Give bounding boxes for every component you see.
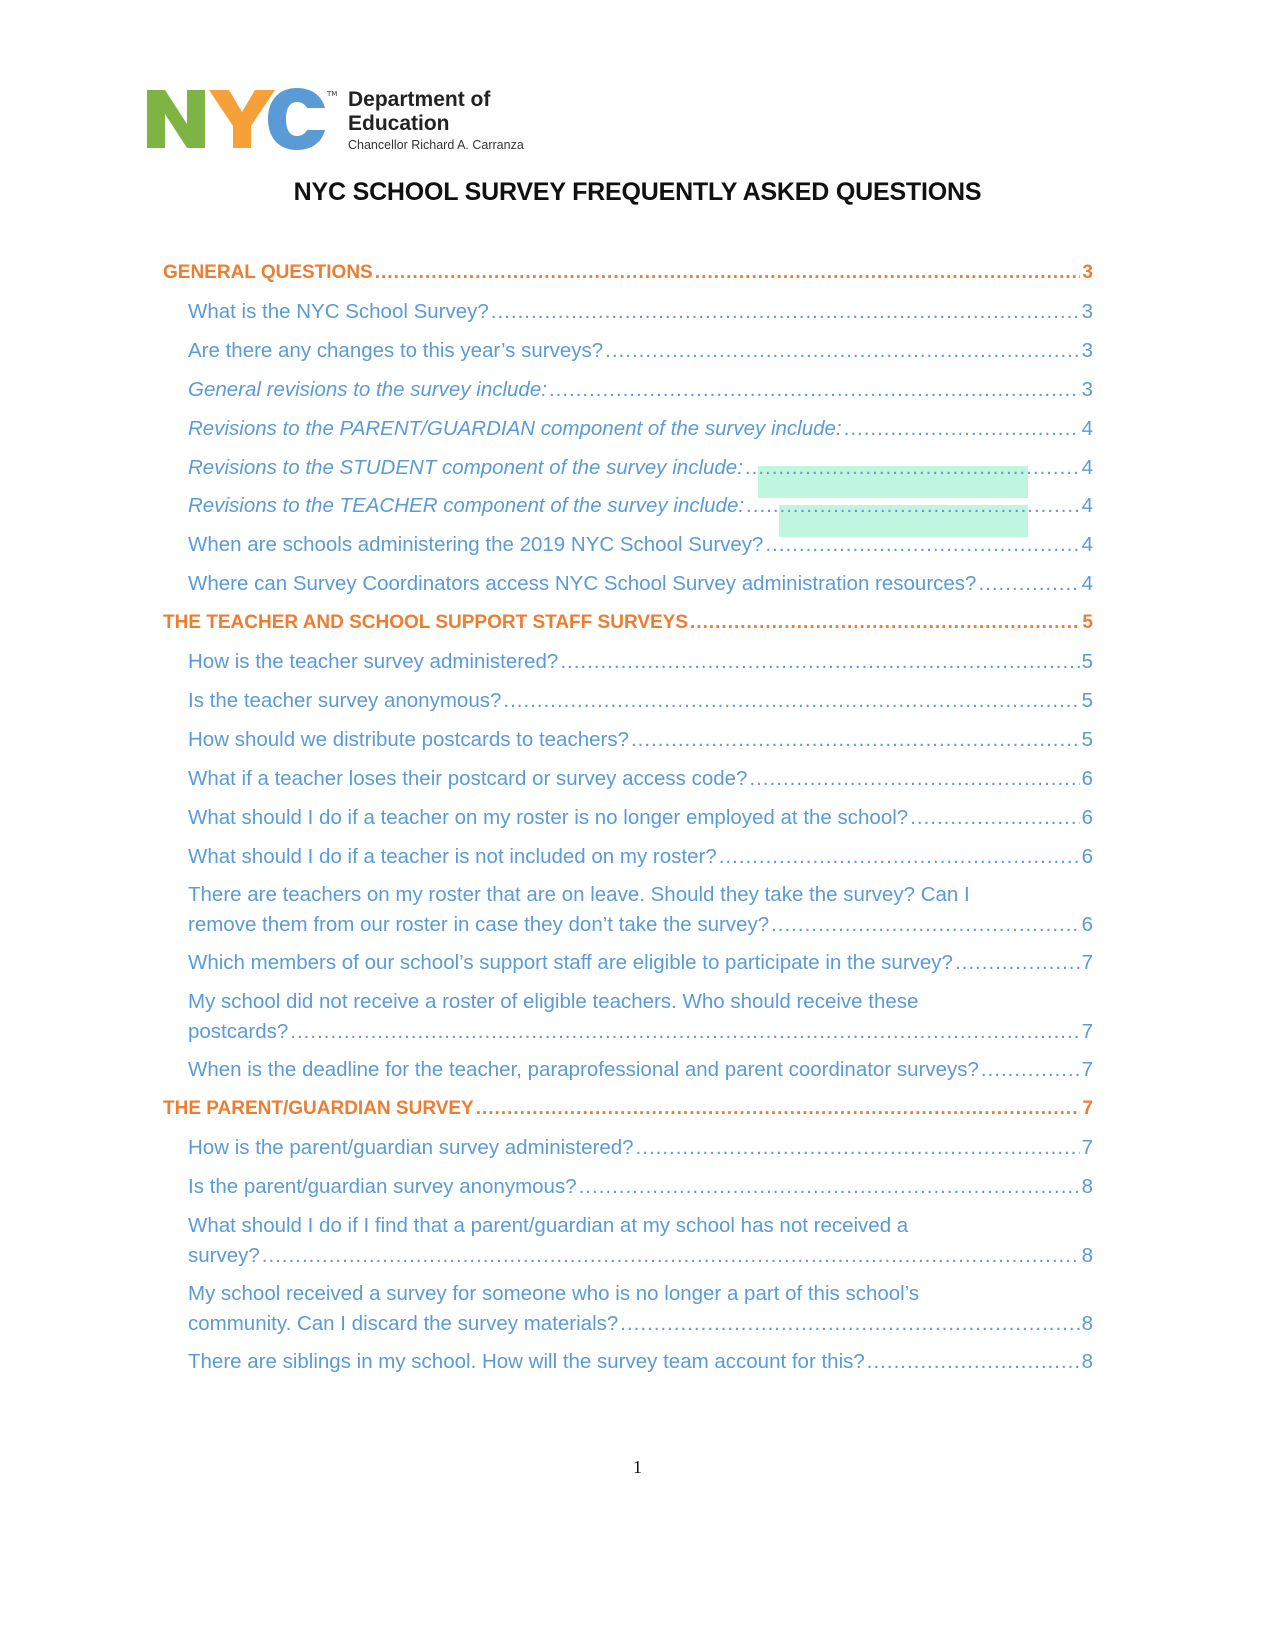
toc-page-number: 3 xyxy=(1081,377,1093,401)
toc-page-number: 4 xyxy=(1081,455,1093,479)
toc-entry-text: Is the teacher survey anonymous? xyxy=(188,688,502,712)
toc-entry[interactable] xyxy=(163,1055,1093,1085)
document-title: NYC SCHOOL SURVEY FREQUENTLY ASKED QUESTIONS xyxy=(293,178,982,206)
toc-entry[interactable] xyxy=(163,803,1093,833)
toc-entry[interactable] xyxy=(163,491,1093,521)
toc-heading[interactable] xyxy=(163,608,1093,638)
toc-page-number: 7 xyxy=(1081,951,1093,975)
toc-page-number: 6 xyxy=(1081,766,1093,790)
toc-page-number: 3 xyxy=(1082,262,1093,283)
toc-entry[interactable] xyxy=(163,948,1093,978)
leader-dots xyxy=(605,336,1079,366)
toc-entry-text-line1: My school received a survey for someone who is no longer a part of this school’s xyxy=(188,1281,920,1305)
leader-dots xyxy=(749,764,1079,794)
toc-entry-text: There are siblings in my school. How will the survey team account for this? xyxy=(188,1349,865,1373)
toc-entry-text: THE PARENT/GUARDIAN SURVEY xyxy=(163,1098,474,1119)
toc-entry-text: How should we distribute postcards to teachers? xyxy=(188,727,629,751)
toc-page-number: 3 xyxy=(1081,299,1093,323)
toc-page-number: 8 xyxy=(1081,1311,1093,1335)
leader-dots xyxy=(549,375,1080,405)
toc-page-number: 8 xyxy=(1081,1174,1093,1198)
toc-entry-text-line1: My school did not receive a roster of eligible teachers. Who should receive these xyxy=(188,990,919,1014)
toc-page-number: 8 xyxy=(1081,1243,1093,1267)
toc-entry[interactable] xyxy=(163,414,1093,444)
leader-dots xyxy=(476,1094,1081,1124)
toc-page-number: 7 xyxy=(1082,1098,1093,1119)
toc-entry-text: survey? xyxy=(188,1243,260,1267)
nyc-logo-mark xyxy=(147,86,342,152)
svg-text:TM: TM xyxy=(327,90,338,98)
toc-page-number: 8 xyxy=(1081,1349,1093,1373)
toc-entry[interactable] xyxy=(163,880,1093,940)
toc-entry-text: Revisions to the PARENT/GUARDIAN component of the survey include: xyxy=(188,416,842,440)
toc-entry[interactable] xyxy=(163,764,1093,794)
toc-entry-text: THE TEACHER AND SCHOOL SUPPORT STAFF SURVEYS xyxy=(163,612,689,634)
toc-entry-text: postcards? xyxy=(188,1020,289,1044)
toc-entry[interactable] xyxy=(163,336,1093,366)
leader-dots xyxy=(910,803,1079,833)
toc-entry-text: How is the parent/guardian survey administered? xyxy=(188,1135,634,1159)
leader-dots xyxy=(375,258,1081,288)
toc-page-number: 5 xyxy=(1081,688,1093,712)
leader-dots xyxy=(978,569,1079,599)
leader-dots xyxy=(636,1133,1080,1163)
toc-entry-text: remove them from our roster in case they don’t take the survey? xyxy=(188,913,770,937)
toc-entry[interactable] xyxy=(163,530,1093,560)
toc-entry-text: What should I do if a teacher is not included on my roster? xyxy=(188,844,717,868)
toc-page-number: 6 xyxy=(1081,805,1093,829)
leader-dots xyxy=(981,1055,1080,1085)
toc-entry[interactable] xyxy=(163,1172,1093,1202)
leader-dots xyxy=(690,608,1080,638)
toc-entry[interactable] xyxy=(163,1133,1093,1163)
leader-dots xyxy=(503,686,1079,716)
leader-dots xyxy=(719,842,1080,872)
toc-page-number: 5 xyxy=(1081,650,1093,673)
page-number: 1 xyxy=(633,1457,642,1477)
leader-dots xyxy=(867,1347,1080,1377)
toc-entry[interactable] xyxy=(163,686,1093,716)
toc-entry-text: Revisions to the STUDENT component of the survey include: xyxy=(188,455,743,479)
toc-page-number: 3 xyxy=(1081,338,1093,362)
toc-entry-text: Which members of our school’s support staff are eligible to participate in the survey? xyxy=(188,951,953,975)
toc-entry-text: When is the deadline for the teacher, paraprofessional and parent coordinator surveys? xyxy=(188,1058,979,1082)
toc-page-number: 4 xyxy=(1081,572,1093,596)
toc-heading[interactable] xyxy=(163,1094,1093,1124)
toc-entry[interactable] xyxy=(163,842,1093,872)
toc-entry[interactable] xyxy=(163,987,1093,1047)
toc-page-number: 6 xyxy=(1081,844,1093,868)
leader-dots xyxy=(844,414,1080,444)
toc-entry[interactable] xyxy=(163,569,1093,599)
toc-page-number: 4 xyxy=(1081,416,1093,440)
toc-entry-text: What should I do if a teacher on my roster is no longer employed at the school? xyxy=(188,805,909,829)
leader-dots xyxy=(765,530,1079,560)
toc-entry[interactable] xyxy=(163,453,1093,483)
toc-entry-text: community. Can I discard the survey materials? xyxy=(188,1311,619,1335)
toc-entry-text: When are schools administering the 2019 NYC School Survey? xyxy=(188,533,764,557)
toc-entry-text: Is the parent/guardian survey anonymous? xyxy=(188,1174,577,1198)
toc-entry-text: What is the NYC School Survey? xyxy=(188,299,489,323)
leader-dots xyxy=(631,725,1080,755)
toc-page-number: 5 xyxy=(1082,612,1093,634)
toc-entry-text: Are there any changes to this year’s surveys? xyxy=(188,338,604,362)
toc-page-number: 6 xyxy=(1081,913,1093,937)
leader-dots xyxy=(745,453,1080,483)
leader-dots xyxy=(262,1241,1080,1271)
toc-entry-text: Revisions to the TEACHER component of the survey include: xyxy=(188,494,745,518)
leader-dots xyxy=(560,647,1079,677)
toc-entry-text: Where can Survey Coordinators access NYC School Survey administration resources? xyxy=(188,572,977,596)
toc-page-number: 7 xyxy=(1081,1135,1093,1159)
toc-entry[interactable] xyxy=(163,1211,1093,1271)
nyc-doe-logo xyxy=(147,86,524,152)
toc-entry[interactable] xyxy=(163,375,1093,405)
dept-line1: Department of xyxy=(348,88,491,111)
toc-entry[interactable] xyxy=(163,647,1093,677)
leader-dots xyxy=(955,948,1080,978)
toc-entry-text: What if a teacher loses their postcard or survey access code? xyxy=(188,766,748,790)
toc-page-number: 5 xyxy=(1081,727,1093,751)
leader-dots xyxy=(579,1172,1080,1202)
leader-dots xyxy=(746,491,1080,521)
leader-dots xyxy=(771,910,1079,940)
leader-dots xyxy=(620,1309,1079,1339)
toc-page-number: 7 xyxy=(1081,1058,1093,1082)
toc-heading[interactable] xyxy=(163,258,1093,288)
dept-line2: Education xyxy=(348,112,450,135)
toc-page-number: 7 xyxy=(1081,1020,1093,1044)
toc-entry[interactable] xyxy=(163,725,1093,755)
leader-dots xyxy=(491,297,1080,327)
toc-entry-text-line1: What should I do if I find that a parent/guardian at my school has not received a xyxy=(188,1213,909,1237)
toc-page-number: 4 xyxy=(1081,494,1093,518)
leader-dots xyxy=(290,1017,1079,1047)
toc-entry-text: How is the teacher survey administered? xyxy=(188,650,559,673)
toc-entry-text-line1: There are teachers on my roster that are on leave. Should they take the survey? Can I xyxy=(188,883,970,907)
toc-page-number: 4 xyxy=(1081,533,1093,557)
toc-entry-text: GENERAL QUESTIONS xyxy=(163,262,373,283)
toc-entry[interactable] xyxy=(163,297,1093,327)
logo-text xyxy=(348,86,524,154)
toc-entry[interactable] xyxy=(163,1347,1093,1377)
toc-entry-text: General revisions to the survey include: xyxy=(188,377,547,401)
chancellor-line: Chancellor Richard A. Carranza xyxy=(348,138,524,152)
toc-entry[interactable] xyxy=(163,1279,1093,1339)
